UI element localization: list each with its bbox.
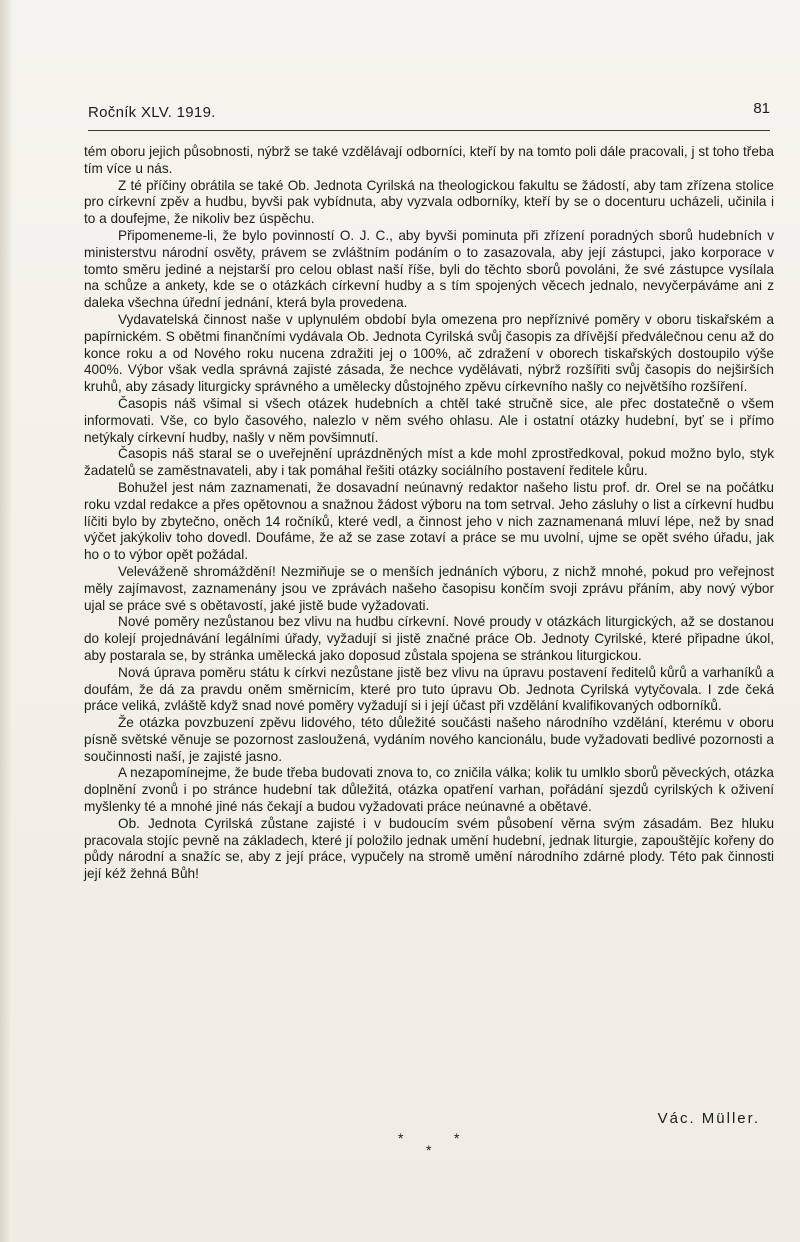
paragraph: Že otázka povzbuzení zpěvu lidového, této důležité součásti našeho národního vzdělání, kterému v oboru písně světské věnuje se pozornost zasloužená, vydáním nového kancionálu, bude vyžadovati bedlivé pozornosti a součinnosti naší, je zajisté jasno. [84,715,774,764]
volume-year: Ročník XLV. 1919. [88,104,216,121]
asterisk: * [398,1130,404,1146]
paragraph: Nová úprava poměru státu k církvi nezůstane jistě bez vlivu na úpravu postavení ředitelů kůrů a varhaníků a doufám, že dá za pravdu oněm směrnicím, které pro tuto úpravu Ob. Jednota Cyrilská vytyčovala. I zde čeká práce veliká, zvláště když snad nové poměry vyžadují si i její účast při vzdělání kvalifikovaných odborníků. [84,664,774,714]
paragraph: Nové poměry nezůstanou bez vlivu na hudbu církevní. Nové proudy v otázkách liturgických, až se dostanou do kolejí projednávání legálními úřady, vyžadují si jistě značné práce Ob. Jednoty Cyrilské, které připadne úkol, aby postarala se, by stránka umělecká jako doposud zůstala spojena se stránkou liturgickou. [84,614,774,663]
section-separator [398,1130,468,1160]
paragraph: Časopis náš staral se o uveřejnění uprázdněných míst a kde mohl zprostředkoval, pokud možno bylo, styk žadatelů se zaměstnavateli, aby i tak pomáhal řešiti otázky sociálního postavení ředitele kůru. [84,446,774,479]
asterisk: * [426,1142,432,1158]
article-body [84,144,774,883]
paragraph: tém oboru jejich působnosti, nýbrž se také vzdělávají odborníci, kteří by na tomto poli dále pracovali, j st toho třeba tím více u nás. [84,144,774,176]
paragraph: Z té příčiny obrátila se také Ob. Jednota Cyrilská na theologickou fakultu se žádostí, aby tam zřízena stolice pro církevní zpěv a hudbu, byvši pak vybídnuta, aby vyzvala odborníky, kteří by se o docenturu ucházeli, učinila i to a doufejme, že nikoliv bez úspěchu. [84,177,774,227]
paragraph: Bohužel jest nám zaznamenati, že dosavadní neúnavný redaktor našeho listu prof. dr. Orel se na počátku roku vzdal redakce a přes opětovnou a snažnou žádost výboru na tom setrval. Jeho zásluhy o list a církevní hudbu líčiti bylo by zbytečno, oněch 14 ročníků, které vedl, a činnost jeho v nich zaznamenaná mluví lépe, než by snad výčet jakýkoliv toho dovedl. Doufáme, že až se zase zotaví a práce se mu uvolní, ujme se opět svého úřadu, jak ho o to výbor opět požádal. [84,479,774,563]
paragraph: A nezapomínejme, že bude třeba budovati znova to, co zničila válka; kolik tu umlklo sborů pěveckých, otázka doplnění zvonů i po stránce hudební tak důležitá, otázka opatření varhan, pořádání sjezdů cyrilských k oživení myšlenky té a mnohé jiné nás čekají a budou vyžadovati práce neúnavné a obětavé. [84,765,774,815]
page-number: 81 [753,100,770,117]
running-header [88,100,770,131]
paragraph: Připomeneme-li, že bylo povinností O. J. C., aby byvši pominuta při zřízení poradných sborů hudebních v ministerstvu národní osvěty, právem se zvláštním podáním o to zasazovala, aby její zástupci, jako korporace v tomto směru jediné a nejstarší pro celou oblast naší říše, byli do těchto sborů povoláni, že své zástupce vysílala na schůze a ankety, kde se o otázkách církevní hudby a s tím spojených věcech jednalo, nevyčerpáváme ani z daleka všechna úřední jednání, která byla provedena. [84,227,774,311]
paragraph: Ob. Jednota Cyrilská zůstane zajisté i v budoucím svém působení věrna svým zásadám. Bez hluku pracovala stojíc pevně na základech, které jí položilo jednak umění hudební, jednak liturgie, zapouštějíc kořeny do půdy národní a snažíc se, aby z její práce, vypučely na stromě umění národního zdárné plody. Této pak činnosti její kéž žehná Bůh! [84,815,774,882]
paragraph: Veleváženě shromáždění! Nezmiňuje se o menších jednáních výboru, z nichž mnohé, pokud pro veřejnost měly zajímavost, zaznamenány jsou ve zprávách našeho časopisu končím svoji zprávu přáním, aby nový výbor ujal se práce své s obětavostí, jaké jistě bude vyžadovati. [84,563,774,613]
page-edge-shadow [0,0,12,1242]
paragraph: Vydavatelská činnost naše v uplynulém období byla omezena pro nepříznivé poměry v oboru tiskařském a papírnickém. S obětmi finančními vydávala Ob. Jednota Cyrilská svůj časopis za dřívější předválečnou cenu až do konce roku a od Nového roku nucena zdražiti jej o 100%, ač zdražení v oborech tiskařských dostoupilo výše 400%. Výbor však vedla správná zajisté zásada, že nechce vydělávati, nýbrž rozšířiti svůj časopis do nejširších kruhů, aby zásady liturgicky správného a umělecky důstojného zpěvu církevního našly co největšího rozšíření. [84,311,774,395]
asterisk: * [454,1130,460,1146]
author-signature: Vác. Müller. [657,1110,760,1127]
paragraph: Časopis náš všimal si všech otázek hudebních a chtěl také stručně sice, ale přec dostatečně o všem informovati. Vše, co bylo časového, nalezlo v něm svého ohlasu. Ale i ostatní otázky hudební, byť se i přímo netýkaly církevní hudby, našly v něm povšimnutí. [84,395,774,445]
